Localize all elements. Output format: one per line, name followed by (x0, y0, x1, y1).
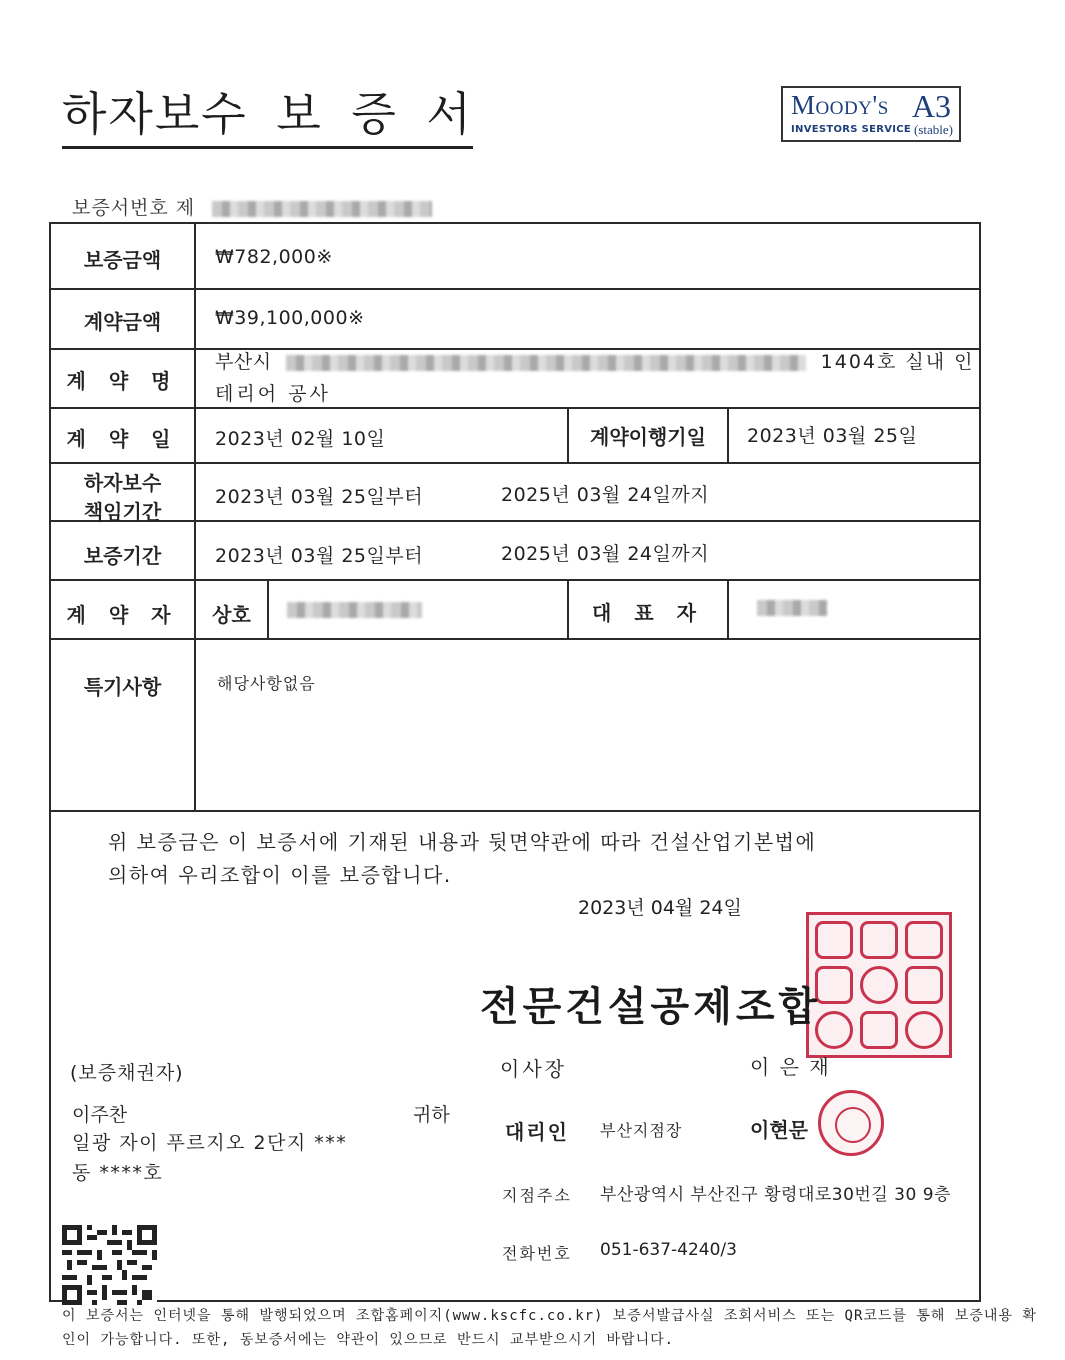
agent-name: 이현문 (750, 1118, 808, 1142)
redacted-contract-name (286, 355, 806, 371)
certificate-number-label: 보증서번호 제 (72, 197, 196, 219)
phone-number: 051-637-4240/3 (600, 1240, 737, 1260)
contract-name-line1 (215, 347, 975, 374)
guarantee-period-to: 2025년 03월 24일까지 (501, 543, 710, 565)
performance-date-label: 계약이행기일 (590, 425, 706, 449)
guarantee-statement (108, 826, 816, 892)
qr-code-icon[interactable] (62, 1225, 157, 1305)
footer-line-2: 인이 가능합니다. 또한, 동보증서에는 약관이 있으므로 반드시 교부받으시기 바랍니다. (62, 1332, 675, 1348)
redacted-representative-name (757, 600, 827, 616)
contract-name-label: 계 약 명 (66, 369, 179, 393)
warranty-period-label-line1: 하자보수 (83, 471, 162, 495)
statement-line-1: 위 보증금은 이 보증서에 기재된 내용과 뒷면약관에 따라 건설산업기본법에 (108, 830, 817, 854)
organization-seal-icon (806, 912, 952, 1058)
guarantee-period-from: 2023년 03월 25일부터 (215, 545, 424, 567)
footer-notice (62, 1304, 1037, 1352)
redacted-certificate-number (212, 201, 432, 217)
creditor-label: (보증채권자) (70, 1062, 184, 1084)
document-title: 하자보수 보 증 서 (62, 78, 473, 149)
rating-outlook: (stable) (914, 122, 953, 137)
redacted-company-name (287, 602, 422, 618)
phone-label: 전화번호 (502, 1244, 572, 1263)
certificate-number (72, 193, 432, 220)
contract-name-line2: 테리어 공사 (215, 383, 331, 405)
agent-title: 부산지점장 (600, 1121, 683, 1140)
company-name-label: 상호 (212, 603, 251, 627)
agent-label: 대리인 (505, 1120, 569, 1144)
creditor-address-line-1: 일광 자이 푸르지오 2단지 *** (72, 1132, 348, 1154)
contractor-label: 계 약 자 (66, 603, 179, 627)
warranty-period-from: 2023년 03월 25일부터 (215, 486, 424, 508)
branch-address: 부산광역시 부산진구 황령대로30번길 30 9층 (600, 1185, 951, 1205)
warranty-period-label-line2: 책임기간 (83, 500, 162, 524)
representative-label: 대 표 자 (592, 601, 704, 625)
branch-seal-icon (818, 1090, 884, 1156)
contract-date-value: 2023년 02월 10일 (215, 428, 386, 450)
creditor-honorific: 귀하 (413, 1104, 450, 1126)
statement-line-2: 의하여 우리조합이 이를 보증합니다. (108, 863, 452, 887)
credit-rating-badge (781, 86, 961, 142)
guarantee-amount-label: 보증금액 (83, 248, 162, 272)
chairman-name: 이 은 재 (750, 1055, 831, 1079)
issue-date: 2023년 04월 24일 (578, 897, 742, 919)
contract-name-prefix: 부산시 (215, 351, 272, 373)
guarantee-period-label: 보증기간 (83, 544, 162, 568)
rating-agency-service: INVESTORS SERVICE (791, 124, 912, 135)
remarks-label: 특기사항 (83, 675, 162, 699)
branch-address-label: 지점주소 (502, 1186, 572, 1205)
chairman-label: 이사장 (500, 1057, 567, 1081)
issuer-organization: 전문건설공제조합 (480, 984, 822, 1030)
rating-value: A3 (911, 88, 951, 124)
creditor-name: 이주찬 (72, 1104, 128, 1126)
contract-date-label: 계 약 일 (66, 427, 179, 451)
contract-name-suffix: 1404호 실내 인 (820, 351, 975, 373)
creditor-address-line-2: 동 ****호 (72, 1162, 164, 1184)
guarantee-amount-value: ₩782,000※ (215, 246, 333, 268)
performance-date-value: 2023년 03월 25일 (747, 425, 918, 447)
rating-agency-name: Moody's (791, 90, 889, 120)
warranty-period-to: 2025년 03월 24일까지 (501, 484, 710, 506)
contract-amount-value: ₩39,100,000※ (215, 307, 365, 329)
footer-line-1: 이 보증서는 인터넷을 통해 발행되었으며 조합홈페이지(www.kscfc.co.kr) 보증서발급사실 조회서비스 또는 QR코드를 통해 보증내용 확 (62, 1308, 1037, 1324)
remarks-value: 해당사항없음 (217, 674, 316, 693)
contract-amount-label: 계약금액 (83, 310, 162, 334)
